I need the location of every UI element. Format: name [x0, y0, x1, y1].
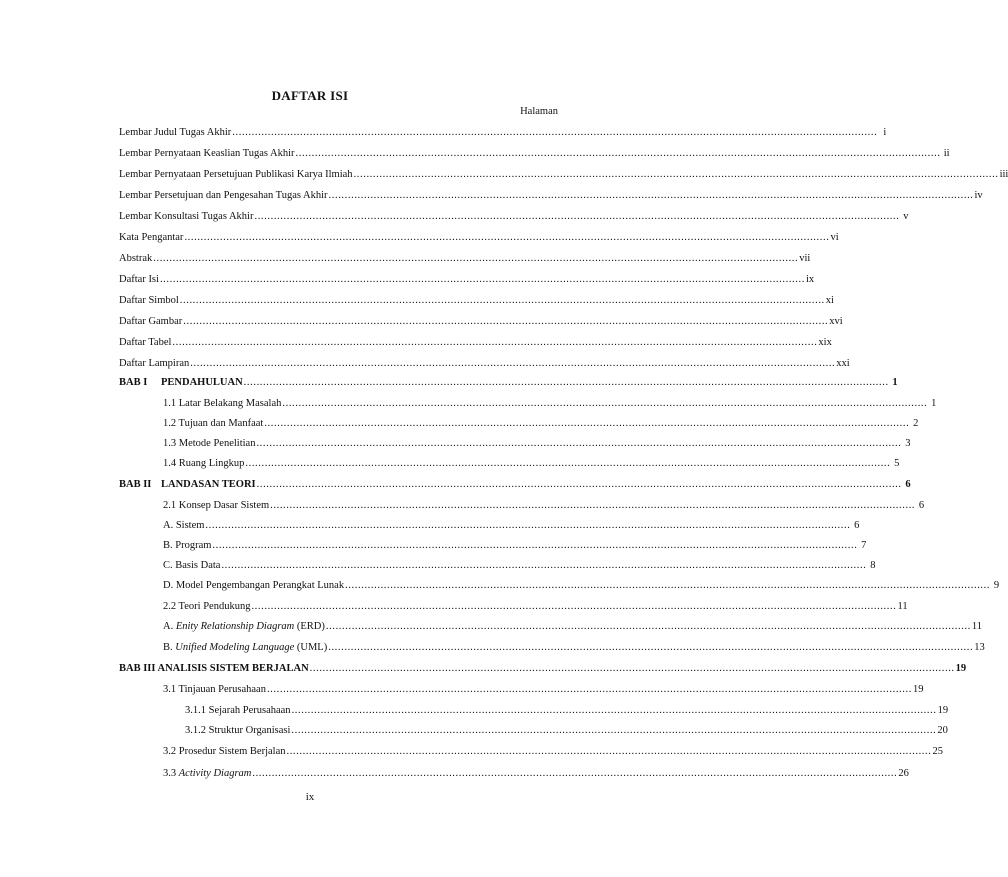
dot-leader: ........................................................................................................................................................................................................ [295, 148, 941, 159]
dot-leader: ........................................................................................................................................................................................................ [286, 746, 932, 757]
toc-entry: Lembar Konsultasi Tugas Akhir ........................................................................................................................................................................................................ v [119, 211, 909, 222]
dot-leader: ........................................................................................................................................................................................................ [159, 274, 805, 285]
toc-entry: A. Enity Relationship Diagram (ERD) ........................................................................................................................................................................................................ 11 [163, 621, 983, 632]
toc-entry: 3.1.1 Sejarah Perusahaan ........................................................................................................................................................................................................ 19 [185, 705, 949, 716]
toc-entry: B. Program ........................................................................................................................................................................................................ 7 [163, 540, 867, 551]
toc-entry: 1.1 Latar Belakang Masalah ........................................................................................................................................................................................................ 1 [163, 398, 937, 409]
chapter-entry: BAB III ANALISIS SISTEM BERJALAN ........................................................................................................................................................................................................ 19 [119, 663, 967, 674]
dot-leader: ........................................................................................................................................................................................................ [345, 580, 991, 591]
toc-entry: Lembar Pernyataan Persetujuan Publikasi Karya Ilmiah ........................................................................................................................................................................................................ iii [119, 169, 1008, 180]
dot-leader: ........................................................................................................................................................................................................ [353, 169, 999, 180]
page-number: ix [305, 791, 315, 803]
page-column-header: Halaman [520, 106, 558, 117]
toc-entry: Daftar Gambar ........................................................................................................................................................................................................ xvi [119, 316, 843, 327]
toc-entry: 2.2 Teori Pendukung ........................................................................................................................................................................................................ 11 [163, 601, 908, 612]
dot-leader: ........................................................................................................................................................................................................ [254, 211, 900, 222]
page-title: DAFTAR ISI [271, 88, 349, 103]
toc-entry: Daftar Isi ........................................................................................................................................................................................................ ix [119, 274, 815, 285]
dot-leader: ........................................................................................................................................................................................................ [270, 500, 916, 511]
dot-leader: ........................................................................................................................................................................................................ [264, 418, 910, 429]
toc-entry: 3.1.2 Struktur Organisasi ........................................................................................................................................................................................................ 20 [185, 725, 948, 736]
dot-leader: ........................................................................................................................................................................................................ [325, 621, 971, 632]
dot-leader: ........................................................................................................................................................................................................ [190, 358, 836, 369]
dot-leader: ........................................................................................................................................................................................................ [256, 438, 902, 449]
dot-leader: ........................................................................................................................................................................................................ [232, 127, 878, 138]
toc-entry: 3.1 Tinjauan Perusahaan ........................................................................................................................................................................................................ 19 [163, 684, 924, 695]
toc-entry: A. Sistem ........................................................................................................................................................................................................ 6 [163, 520, 860, 531]
toc-entry: 1.2 Tujuan dan Manfaat ........................................................................................................................................................................................................ 2 [163, 418, 919, 429]
dot-leader: ........................................................................................................................................................................................................ [221, 560, 867, 571]
toc-entry: Kata Pengantar ........................................................................................................................................................................................................ vi [119, 232, 839, 243]
dot-leader: ........................................................................................................................................................................................................ [243, 377, 889, 388]
dot-leader: ........................................................................................................................................................................................................ [266, 684, 912, 695]
dot-leader: ........................................................................................................................................................................................................ [179, 295, 825, 306]
dot-leader: ........................................................................................................................................................................................................ [282, 398, 928, 409]
dot-leader: ........................................................................................................................................................................................................ [291, 705, 937, 716]
toc-entry: Lembar Pernyataan Keaslian Tugas Akhir ........................................................................................................................................................................................................ ii [119, 148, 950, 159]
toc-entry: 1.3 Metode Penelitian ........................................................................................................................................................................................................ 3 [163, 438, 911, 449]
chapter-entry: BAB I PENDAHULUAN ........................................................................................................................................................................................................ 1 [119, 377, 898, 388]
dot-leader: ........................................................................................................................................................................................................ [153, 253, 799, 264]
dot-leader: ........................................................................................................................................................................................................ [183, 316, 829, 327]
dot-leader: ........................................................................................................................................................................................................ [309, 663, 955, 674]
toc-entry: 2.1 Konsep Dasar Sistem ........................................................................................................................................................................................................ 6 [163, 500, 925, 511]
dot-leader: ........................................................................................................................................................................................................ [212, 540, 858, 551]
dot-leader: ........................................................................................................................................................................................................ [328, 642, 974, 653]
toc-entry: 3.2 Prosedur Sistem Berjalan ........................................................................................................................................................................................................ 25 [163, 746, 943, 757]
dot-leader: ........................................................................................................................................................................................................ [251, 601, 897, 612]
toc-entry: Lembar Persetujuan dan Pengesahan Tugas Akhir ........................................................................................................................................................................................................ iv [119, 190, 983, 201]
toc-entry: 3.3 Activity Diagram ........................................................................................................................................................................................................ 26 [163, 768, 909, 779]
toc-entry: Daftar Simbol ........................................................................................................................................................................................................ xi [119, 295, 834, 306]
toc-entry: 1.4 Ruang Lingkup ........................................................................................................................................................................................................ 5 [163, 458, 900, 469]
dot-leader: ........................................................................................................................................................................................................ [252, 768, 898, 779]
toc-entry: Daftar Lampiran ........................................................................................................................................................................................................ xxi [119, 358, 850, 369]
toc-entry: C. Basis Data ........................................................................................................................................................................................................ 8 [163, 560, 876, 571]
dot-leader: ........................................................................................................................................................................................................ [256, 479, 902, 490]
toc-entry: B. Unified Modeling Language (UML) ........................................................................................................................................................................................................ 13 [163, 642, 985, 653]
dot-leader: ........................................................................................................................................................................................................ [328, 190, 974, 201]
dot-leader: ........................................................................................................................................................................................................ [291, 725, 937, 736]
dot-leader: ........................................................................................................................................................................................................ [172, 337, 818, 348]
dot-leader: ........................................................................................................................................................................................................ [184, 232, 830, 243]
dot-leader: ........................................................................................................................................................................................................ [245, 458, 891, 469]
toc-entry: Daftar Tabel ........................................................................................................................................................................................................ xix [119, 337, 832, 348]
toc-entry: Lembar Judul Tugas Akhir ........................................................................................................................................................................................................ i [119, 127, 887, 138]
dot-leader: ........................................................................................................................................................................................................ [205, 520, 851, 531]
toc-entry: Abstrak ........................................................................................................................................................................................................ vii [119, 253, 811, 264]
toc-entry: D. Model Pengembangan Perangkat Lunak ........................................................................................................................................................................................................ 9 [163, 580, 1000, 591]
chapter-entry: BAB II LANDASAN TEORI ........................................................................................................................................................................................................ 6 [119, 479, 911, 490]
